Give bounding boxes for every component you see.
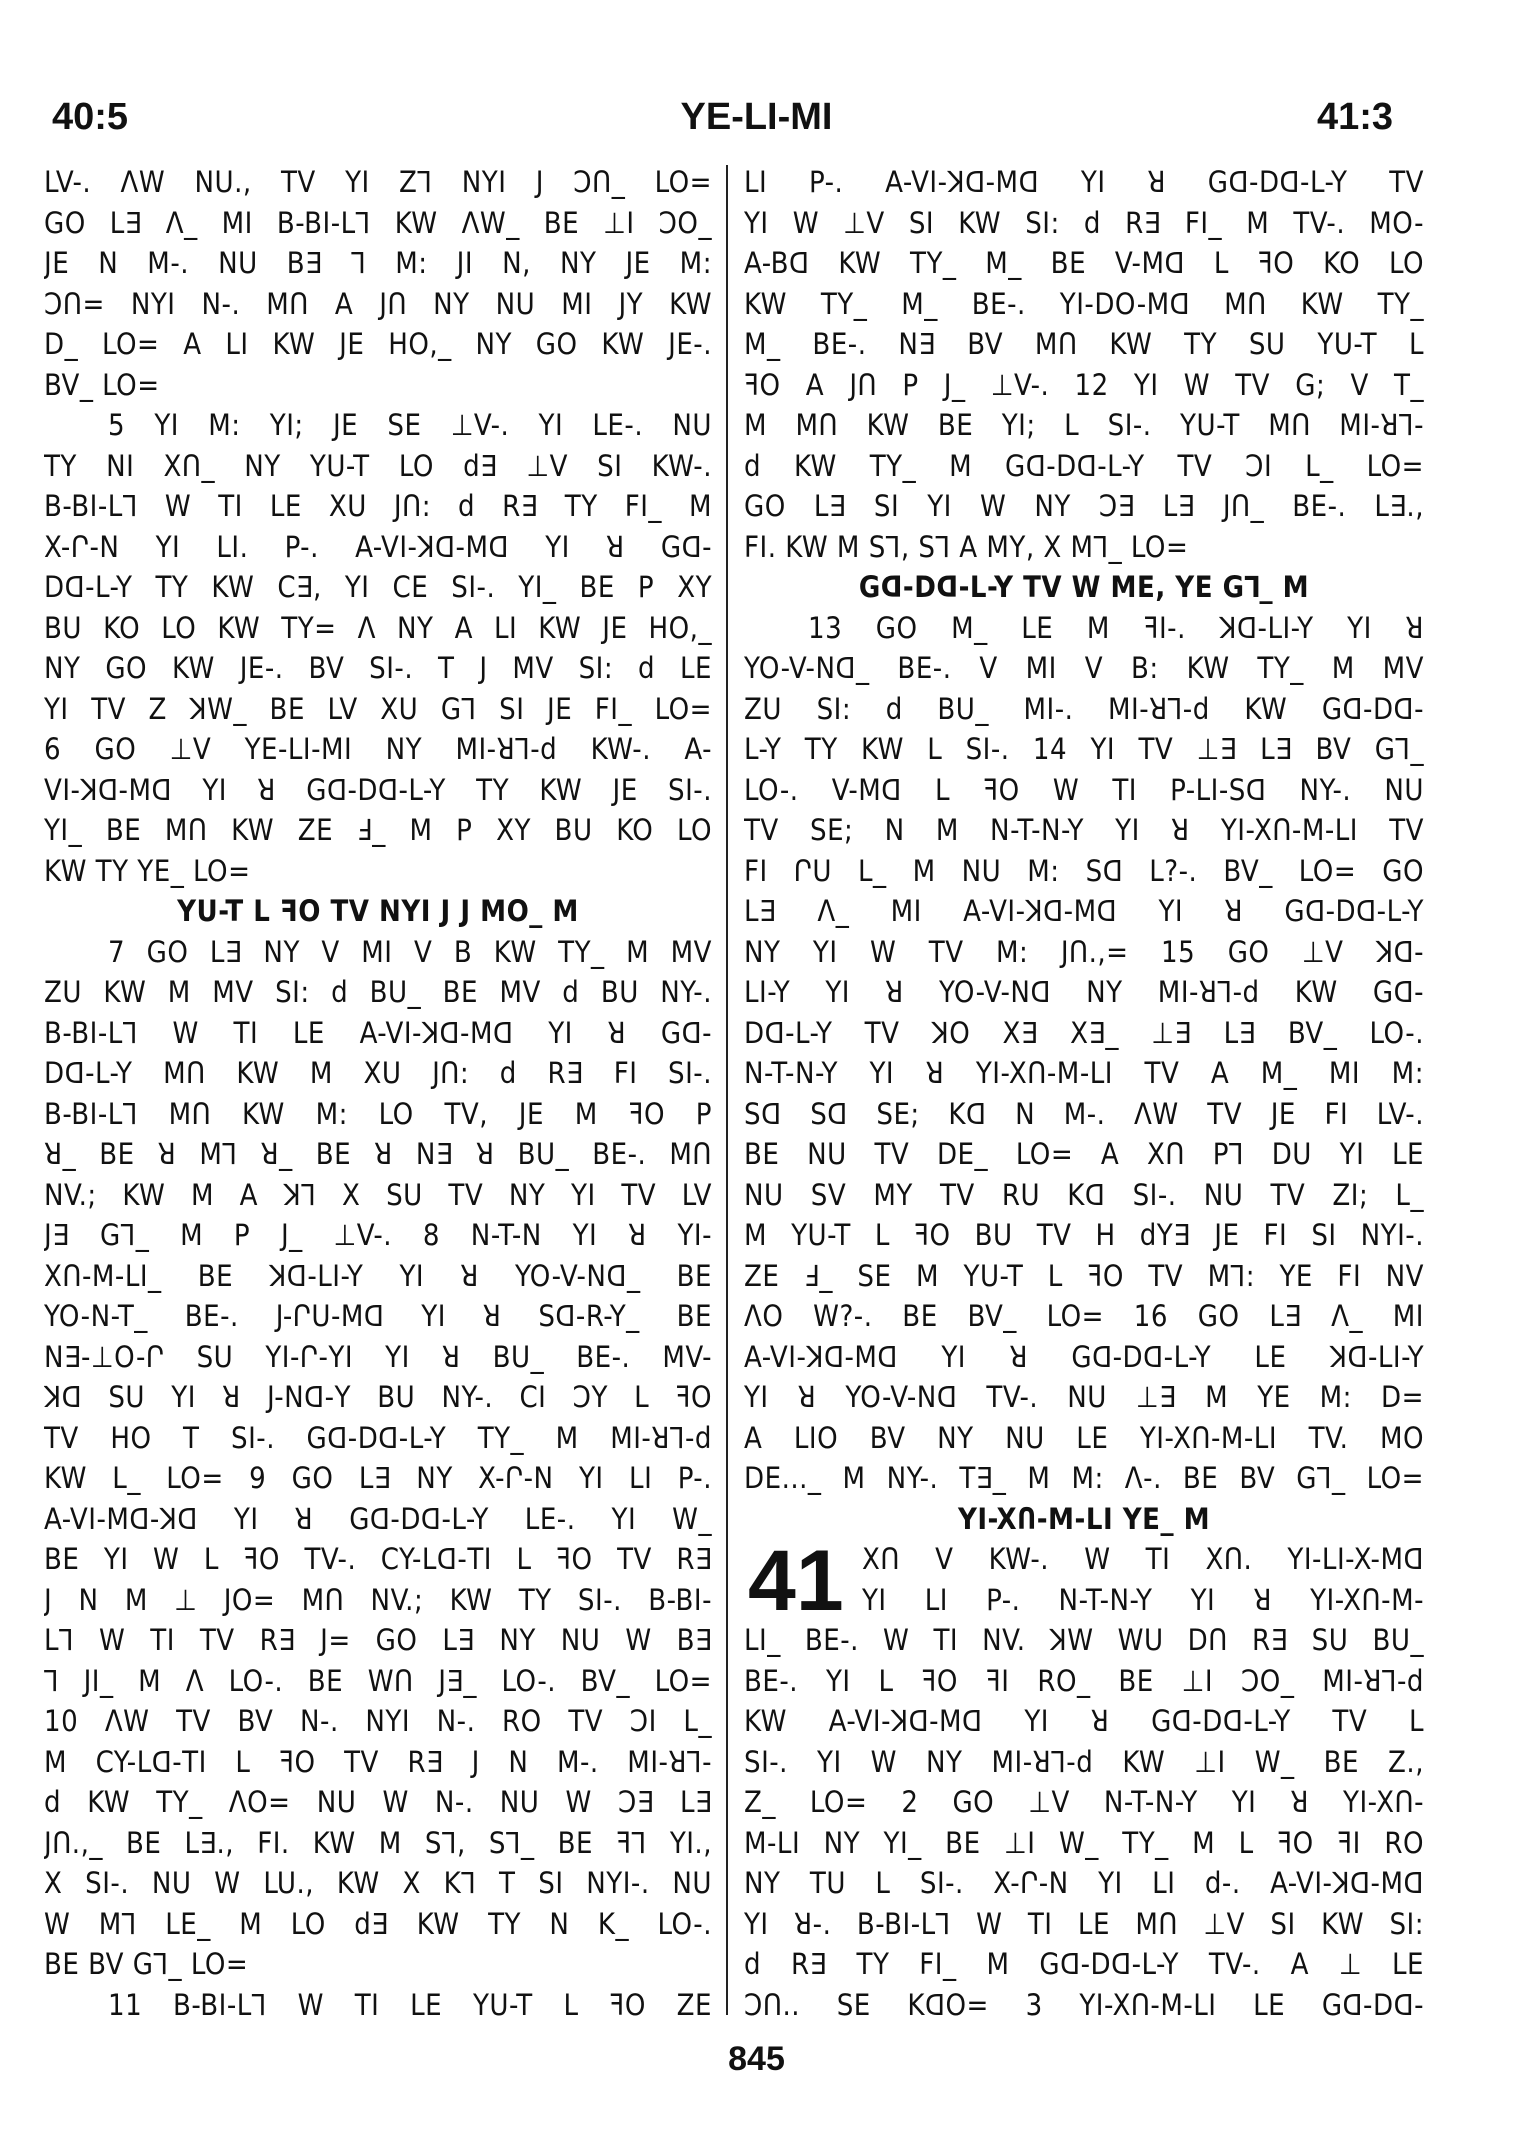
text-line: NV.; KW M A ꓘ⅂ X SU TV NY YI TV LV (44, 1177, 712, 1212)
text-line: ϽՈ= NYI N-. MՈ A JՈ NY NU MI JY KW (44, 286, 712, 321)
chapter-start (744, 1533, 1424, 2017)
text-line: BE NU TV DE_ LO= A XՈ P⅂ DU YI LE (744, 1137, 1424, 1171)
text-line: 6 GO ⊥V YE-LI-MI NY MI-ꓤ⅂-d KW-. A- (44, 732, 712, 766)
text-line: GO L∃ SI YI W NY Ͻ∃ L∃ JՈ_ BE-. L∃., (744, 489, 1424, 523)
section-heading: YI-XՈ-M-LI YE_ M (957, 1501, 1211, 1536)
text-line: ꓘᗡ SU YI ꓤ J-Nᗡ-Y BU NY-. CI ϽY L ꟻO (44, 1380, 712, 1414)
text-line: TY NI XՈ_ NY YU-T LO d∃ ⊥V SI KW-. (44, 448, 712, 483)
text-line: KW L_ LO= 9 GO L∃ NY X-Ր-N YI LI P-. (44, 1461, 712, 1495)
text-line: YO-N-T_ BE-. J-ՐU-Mᗡ YI ꓤ Sᗡ-R-Y_ BE (44, 1299, 712, 1333)
text-line: YI LI P-. N-T-N-Y YI ꓤ YI-XՈ-M- (862, 1582, 1424, 1617)
text-line: NY GO KW JE-. BV SI-. T J MV SI: d LE (44, 651, 712, 685)
text-line: A-Bᗡ KW TY_ M_ BE V-Mᗡ L ꟻO KO LO (744, 246, 1424, 280)
text-line: NY YI W TV M: JՈ.,= 15 GO ⊥V ꓘᗡ- (744, 934, 1424, 969)
text-line: L∃ Λ_ MI A-VI-ꓘᗡ-Mᗡ YI ꓤ Gᗡ-Dᗡ-L-Y (744, 894, 1424, 928)
text-line: YI ꓤ-. B-BI-L⅂ W TI LE MՈ ⊥V SI KW SI: (744, 1906, 1424, 1941)
text-line: GO L∃ Λ_ MI B-BI-L⅂ KW ΛW_ BE ⊥I ϽO_ (44, 205, 712, 240)
section-heading: Gᗡ-Dᗡ-L-Y TV W ME, YE G⅂_ M (858, 570, 1310, 604)
text-line: XՈ V KW-. W TI XՈ. YI-LI-X-Mᗡ (862, 1542, 1424, 1576)
text-line: J N M ⊥ JO= MՈ NV.; KW TY SI-. B-BI- (44, 1582, 712, 1617)
text-line: N-T-N-Y YI ꓤ YI-XՈ-M-LI TV A M_ MI M: (744, 1056, 1424, 1090)
page-header (0, 92, 1513, 142)
text-line: 7 GO L∃ NY V MI V B KW TY_ M MV (108, 934, 712, 969)
text-line: LO-. V-Mᗡ L ꟻO W TI P-LI-Sᗡ NY-. NU (744, 772, 1424, 807)
text-line: TV SE; N M N-T-N-Y YI ꓤ YI-XՈ-M-LI TV (744, 813, 1424, 847)
text-line: A LIO BV NY NU LE YI-XՈ-M-LI TV. MO (744, 1420, 1424, 1455)
text-line: A-VI-Mᗡ-ꓘᗡ YI ꓤ Gᗡ-Dᗡ-L-Y LE-. YI W_ (44, 1501, 712, 1536)
text-line: YO-V-Nᗡ_ BE-. V MI V B: KW TY_ M MV (744, 651, 1424, 685)
text-line: d R∃ TY FI_ M Gᗡ-Dᗡ-L-Y TV-. A ⊥ LE (744, 1947, 1424, 1981)
text-line: LI P-. A-VI-ꓘᗡ-Mᗡ YI ꓤ Gᗡ-Dᗡ-L-Y TV (744, 165, 1424, 199)
text-line: Sᗡ Sᗡ SE; Kᗡ N M-. ΛW TV JE FI LV-. (744, 1096, 1424, 1131)
text-line: KW A-VI-ꓘᗡ-Mᗡ YI ꓤ Gᗡ-Dᗡ-L-Y TV L (744, 1704, 1424, 1738)
text-line: X SI-. NU W LU., KW X K⅂ T SI NYI-. NU (44, 1866, 712, 1900)
section-heading: YU-T L ꟻO TV NYI J J MO_ M (177, 894, 579, 928)
text-line: 10 ΛW TV BV N-. NYI N-. RO TV ϽI L_ (44, 1704, 712, 1738)
text-line: NY TU L SI-. X-Ր-N YI LI d-. A-VI-ꓘᗡ-Mᗡ (744, 1866, 1424, 1900)
text-line: Dᗡ-L-Y TY KW C∃, YI CE SI-. YI_ BE P XY (44, 570, 712, 604)
text-line: JE N M-. NU B∃ ⅂ M: JI N, NY JE M: (44, 246, 712, 280)
text-line: A-VI-ꓘᗡ-Mᗡ YI ꓤ Gᗡ-Dᗡ-L-Y LE ꓘᗡ-LI-Y (744, 1339, 1424, 1374)
text-line: M-LI NY YI_ BE ⊥I W_ TY_ M L ꟻO ꟻI RO (744, 1825, 1424, 1860)
text-line: KW TY_ M_ BE-. YI-DO-Mᗡ MՈ KW TY_ (744, 286, 1424, 321)
text-line: Dᗡ-L-Y MՈ KW M XU JՈ: d R∃ FI SI-. (44, 1056, 712, 1090)
right-column (744, 162, 1424, 2017)
text-line: L-Y TY KW L SI-. 14 YI TV ⊥∃ L∃ BV G⅂_ (744, 732, 1424, 766)
text-line: BU KO LO KW TY= Λ NY A LI KW JE HO,_ (44, 610, 712, 645)
text-line: 11 B-BI-L⅂ W TI LE YU-T L ꟻO ZE (108, 1987, 712, 2017)
column-divider (726, 165, 728, 2015)
text-line: ꓤ_ BE ꓤ M⅂ ꓤ_ BE ꓤ N∃ ꓤ BU_ BE-. MՈ (44, 1137, 712, 1171)
text-line: B-BI-L⅂ W TI LE XU JՈ: d R∃ TY FI_ M (44, 489, 712, 523)
text-line: LI-Y YI ꓤ YO-V-Nᗡ NY MI-ꓤ⅂-d KW Gᗡ- (744, 975, 1424, 1009)
text-line: d KW TY_ M Gᗡ-Dᗡ-L-Y TV ϽI L_ LO= (744, 448, 1424, 483)
text-line: BE-. YI L ꟻO ꟻI RO_ BE ⊥I ϽO_ MI-ꓤ⅂-d (744, 1663, 1424, 1698)
text-line: KW TY YE_ LO= (44, 853, 251, 888)
page-number: 845 (728, 2040, 785, 2078)
header-left-reference: 40:5 (52, 96, 129, 138)
text-line: BE YI W L ꟻO TV-. CY-Lᗡ-TI L ꟻO TV R∃ (44, 1542, 712, 1576)
text-line: M_ BE-. N∃ BV MՈ KW TY SU YU-T L (744, 327, 1424, 361)
chapter-number: 41 (748, 1533, 844, 1629)
text-line: YI TV Z ꓘW_ BE LV XU G⅂ SI JE FI_ LO= (44, 691, 712, 726)
text-line: J∃ G⅂_ M P J_ ⊥V-. 8 N-T-N YI ꓤ YI- (44, 1218, 712, 1252)
header-right-reference: 41:3 (1316, 96, 1393, 138)
text-line: X-Ր-N YI LI. P-. A-VI-ꓘᗡ-Mᗡ YI ꓤ Gᗡ- (44, 529, 712, 564)
text-line: XՈ-M-LI_ BE ꓘᗡ-LI-Y YI ꓤ YO-V-Nᗡ_ BE (44, 1258, 712, 1293)
header-book-title: YE-LI-MI (680, 96, 833, 138)
text-line: YI ꓤ YO-V-Nᗡ TV-. NU ⊥∃ M YE M: D= (744, 1380, 1424, 1414)
text-line: YI W ⊥V SI KW SI: d R∃ FI_ M TV-. MO- (744, 205, 1424, 240)
text-line: VI-ꓘᗡ-Mᗡ YI ꓤ Gᗡ-Dᗡ-L-Y TY KW JE SI-. (44, 772, 712, 807)
text-line: W M⅂ LE_ M LO d∃ KW TY N K_ LO-. (44, 1906, 712, 1941)
text-line: N∃-⊥O-Ր SU YI-Ր-YI YI ꓤ BU_ BE-. MV- (44, 1339, 712, 1374)
text-line: d KW TY_ ΛO= NU W N-. NU W Ͻ∃ L∃ (44, 1785, 712, 1819)
text-line: ZU KW M MV SI: d BU_ BE MV d BU NY-. (44, 975, 712, 1009)
text-line: M YU-T L ꟻO BU TV H dY∃ JE FI SI NYI-. (744, 1218, 1424, 1252)
text-line: BE BV G⅂_ LO= (44, 1947, 249, 1981)
text-line: 5 YI M: YI; JE SE ⊥V-. YI LE-. NU (108, 408, 712, 442)
text-line: D_ LO= A LI KW JE HO,_ NY GO KW JE-. (44, 327, 712, 361)
text-line: NU SV MY TV RU Kᗡ SI-. NU TV ZI; L_ (744, 1177, 1424, 1212)
text-line: ZU SI: d BU_ MI-. MI-ꓤ⅂-d KW Gᗡ-Dᗡ- (744, 691, 1424, 726)
text-line: FI ՐU L_ M NU M: Sᗡ L?-. BV_ LO= GO (744, 853, 1424, 888)
text-line: ΛO W?-. BE BV_ LO= 16 GO L∃ Λ_ MI (744, 1299, 1424, 1333)
text-line: SI-. YI W NY MI-ꓤ⅂-d KW ⊥I W_ BE Z., (744, 1744, 1424, 1779)
text-line: JՈ.,_ BE L∃., FI. KW M S⅂, S⅂_ BE ꟻ⅂ YI., (44, 1825, 712, 1860)
text-line: YI_ BE MՈ KW ZE Ⅎ_ M P XY BU KO LO (44, 813, 712, 847)
text-line: B-BI-L⅂ W TI LE A-VI-ꓘᗡ-Mᗡ YI ꓤ Gᗡ- (44, 1015, 712, 1050)
text-line: ꟻO A JՈ P J_ ⊥V-. 12 YI W TV G; V T_ (744, 367, 1424, 402)
text-line: ZE Ⅎ_ SE M YU-T L ꟻO TV M⅂: YE FI NV (744, 1258, 1424, 1293)
text-line: FI. KW M S⅂, S⅂ A MY, X M⅂_ LO= (744, 529, 1189, 564)
text-line: ⅂ JI_ M Λ LO-. BE WՈ J∃_ LO-. BV_ LO= (44, 1663, 712, 1698)
text-line: L⅂ W TI TV R∃ J= GO L∃ NY NU W B∃ (44, 1623, 712, 1657)
text-line: LV-. ΛW NU., TV YI Z⅂ NYI J ϽՈ_ LO= (44, 165, 712, 199)
text-line: M CY-Lᗡ-TI L ꟻO TV R∃ J N M-. MI-ꓤ⅂- (44, 1744, 712, 1779)
text-line: Dᗡ-L-Y TV ꓘO X∃ X∃_ ⊥∃ L∃ BV_ LO-. (744, 1015, 1424, 1050)
text-line: ϽՈ.. SE KᗡO= 3 YI-XՈ-M-LI LE Gᗡ-Dᗡ- (744, 1987, 1424, 2017)
text-line: TV HO T SI-. Gᗡ-Dᗡ-L-Y TY_ M MI-ꓤ⅂-d (44, 1420, 712, 1455)
text-line: Z_ LO= 2 GO ⊥V N-T-N-Y YI ꓤ YI-XՈ- (744, 1785, 1424, 1819)
text-line: BV_ LO= (44, 367, 160, 402)
text-line: 13 GO M_ LE M ꟻI-. ꓘᗡ-LI-Y YI ꓤ (808, 610, 1424, 645)
text-line: M MՈ KW BE YI; L SI-. YU-T MՈ MI-ꓤ⅂- (744, 408, 1424, 442)
text-line: DE..._ M NY-. T∃_ M M: Λ-. BE BV G⅂_ LO= (744, 1461, 1424, 1495)
text-line: B-BI-L⅂ MՈ KW M: LO TV, JE M ꟻO P (44, 1096, 712, 1131)
left-column (44, 162, 712, 2017)
text-line: LI_ BE-. W TI NV. ꓘW WU DՈ R∃ SU BU_ (744, 1623, 1424, 1657)
